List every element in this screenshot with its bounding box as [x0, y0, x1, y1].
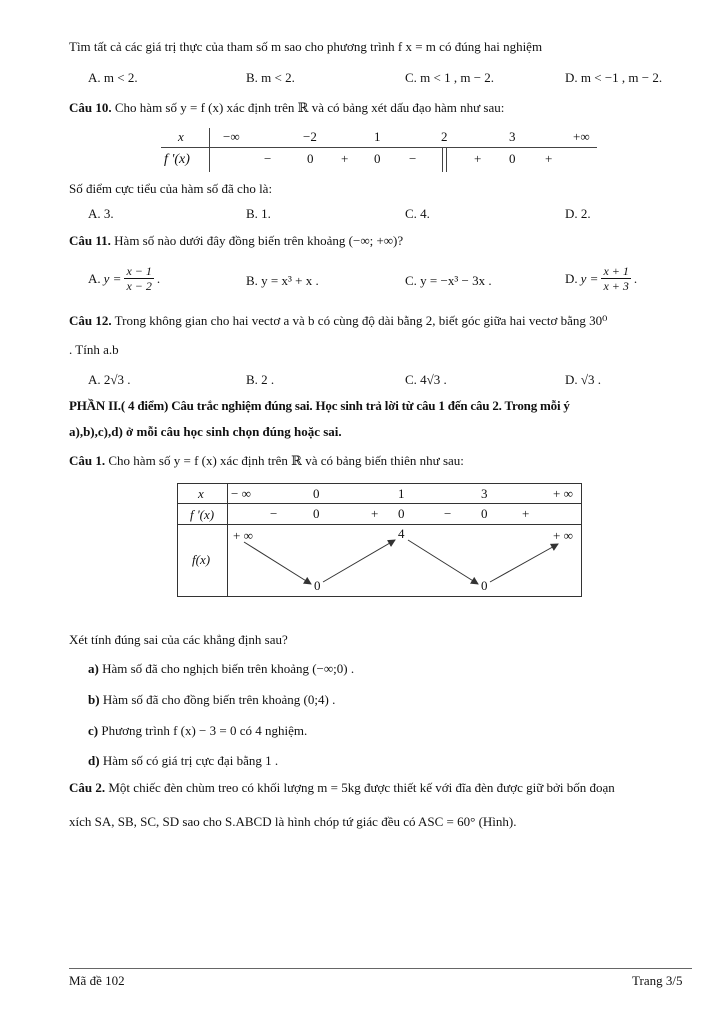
vt-f-5: + ∞	[553, 528, 573, 543]
variation-table	[177, 483, 582, 597]
q10-option-b: B. 1.	[246, 206, 271, 221]
q12-option-d: D. √3 .	[565, 372, 602, 387]
q10-sign-7: 0	[509, 151, 516, 166]
vt-sign-4: 0	[398, 506, 405, 521]
q9-stem: Tìm tất cả các giá trị thực của tham số m sao cho phương trình f x = m có đúng hai nghiệm	[69, 39, 543, 54]
vt-sign-7: +	[522, 506, 530, 521]
p2q1-stem: Cho hàm số y = f (x) xác định trên ℝ và có bảng biến thiên như sau:	[108, 453, 464, 468]
q10-sign-5: −	[409, 151, 417, 166]
p2q1-prompt: Xét tính đúng sai của các khẳng định sau?	[69, 632, 288, 647]
q10-sign-6: +	[474, 151, 482, 166]
q10-sign-3: +	[341, 151, 349, 166]
p2q1-item-c: c) Phương trình f (x) − 3 = 0 có 4 nghiệm.	[88, 723, 308, 738]
vt-f-label: f(x)	[192, 552, 211, 567]
vt-x-3: 1	[398, 486, 405, 501]
q10-option-c: C. 4.	[405, 206, 430, 221]
vt-x-1: − ∞	[231, 486, 251, 501]
part2-header-line2: a),b),c),d) ở mỗi câu học sinh chọn đúng hoặc sai.	[69, 424, 342, 439]
vt-f-2: 0	[314, 578, 321, 593]
q9-option-b: B. m < 2.	[246, 70, 295, 85]
q10-sign-8: +	[545, 151, 553, 166]
q12-option-a: A. 2√3 .	[88, 372, 131, 387]
vt-arrow-2	[323, 540, 395, 582]
p2q1-stem-line	[69, 453, 464, 469]
q9-option-d: D. m < −1 , m − 2.	[565, 70, 663, 85]
q10-sign-1: −	[264, 151, 272, 166]
p2q1-item-d: d) Hàm số có giá trị cực đại bằng 1 .	[88, 753, 279, 768]
q12-stem-line	[69, 313, 607, 329]
vt-f-3: 4	[398, 526, 405, 541]
vt-fp-label: f '(x)	[190, 507, 215, 522]
p2q2-line2: xích SA, SB, SC, SD sao cho S.ABCD là hình chóp tứ giác đều có ASC = 60° (Hình).	[69, 814, 517, 829]
footer-exam-code: Mã đề 102	[69, 973, 125, 988]
vt-sign-3: +	[371, 506, 379, 521]
vt-f-1: + ∞	[233, 528, 253, 543]
q10-question: Số điểm cực tiểu của hàm số đã cho là:	[69, 181, 273, 196]
vt-x-4: 3	[481, 486, 488, 501]
q10-sign-4: 0	[374, 151, 381, 166]
vt-sign-1: −	[270, 506, 278, 521]
q11-option-c: C. y = −x³ − 3x .	[405, 273, 492, 288]
q11-option-b: B. y = x³ + x .	[246, 273, 319, 288]
q11-stem: Hàm số nào dưới đây đồng biến trên khoảng (−∞; +∞)?	[114, 233, 404, 248]
q10-sign-2: 0	[307, 151, 314, 166]
q11-label: Câu 11.	[69, 233, 111, 248]
q11-option-d: D. y = $\frac{x + 1}{x + 3}$ .	[565, 264, 638, 293]
vt-arrow-3	[408, 540, 478, 584]
q10-x-1: −∞	[223, 129, 240, 144]
vt-x-5: + ∞	[553, 486, 573, 501]
vt-sign-5: −	[444, 506, 452, 521]
q10-x-4: 2	[441, 129, 448, 144]
q10-x-label: x	[178, 129, 184, 144]
q10-x-6: +∞	[573, 129, 590, 144]
q9-option-a: A. m < 2.	[88, 70, 138, 85]
p2q2-line1: Câu 2. Một chiếc đèn chùm treo có khối lượng m = 5kg được thiết kế với đĩa đèn được giữ bởi bốn đoạn	[69, 780, 615, 795]
vt-sign-6: 0	[481, 506, 488, 521]
vt-f-4: 0	[481, 578, 488, 593]
q12-option-b: B. 2 .	[246, 372, 275, 387]
q12-label: Câu 12.	[69, 313, 112, 328]
q10-option-a: A. 3.	[88, 206, 114, 221]
vt-arrow-4	[490, 544, 558, 582]
vt-arrow-1	[244, 542, 311, 584]
footer-page-number: Trang 3/5	[632, 973, 683, 988]
q10-fp-label: f '(x)	[164, 152, 190, 167]
p2q1-label: Câu 1.	[69, 453, 106, 468]
q11-stem-line	[69, 233, 403, 249]
q10-label: Câu 10.	[69, 100, 112, 115]
q10-x-3: 1	[374, 129, 381, 144]
q11-a-fraction: $\frac{x - 1}{x - 2}$	[126, 264, 152, 293]
footer-divider	[69, 968, 692, 969]
q12-stem: Trong không gian cho hai vectơ a và b có cùng độ dài bằng 2, biết góc giữa hai vectơ bằng 30⁰	[114, 313, 608, 328]
q10-stem-line	[69, 100, 504, 116]
q10-stem: Cho hàm số y = f (x) xác định trên ℝ và có bảng xét dấu đạo hàm như sau:	[114, 100, 505, 115]
vt-sign-2: 0	[313, 506, 320, 521]
q12-option-c: C. 4√3 .	[405, 372, 447, 387]
q10-option-d: D. 2.	[565, 206, 591, 221]
vt-x-label: x	[198, 486, 204, 501]
vt-arrows	[178, 484, 581, 596]
p2q2-label: Câu 2.	[69, 780, 106, 795]
p2q1-item-b: b) Hàm số đã cho đồng biến trên khoảng (0;4) .	[88, 692, 336, 707]
q12-stem2: . Tính a.b	[69, 342, 119, 357]
q10-x-2: −2	[303, 129, 317, 144]
part2-header-line1: PHẦN II.( 4 điểm) Câu trắc nghiệm đúng sai. Học sinh trả lời từ câu 1 đến câu 2. Trong mỗi ý	[69, 398, 570, 413]
p2q1-item-a: a) Hàm số đã cho nghịch biến trên khoảng (−∞;0) .	[88, 661, 355, 676]
q9-option-c: C. m < 1 , m − 2.	[405, 70, 495, 85]
q11-option-a: A. y = $\frac{x - 1}{x - 2}$ .	[88, 264, 161, 293]
vt-x-2: 0	[313, 486, 320, 501]
q10-x-5: 3	[509, 129, 516, 144]
q11-d-fraction: $\frac{x + 1}{x + 3}$	[603, 264, 629, 293]
